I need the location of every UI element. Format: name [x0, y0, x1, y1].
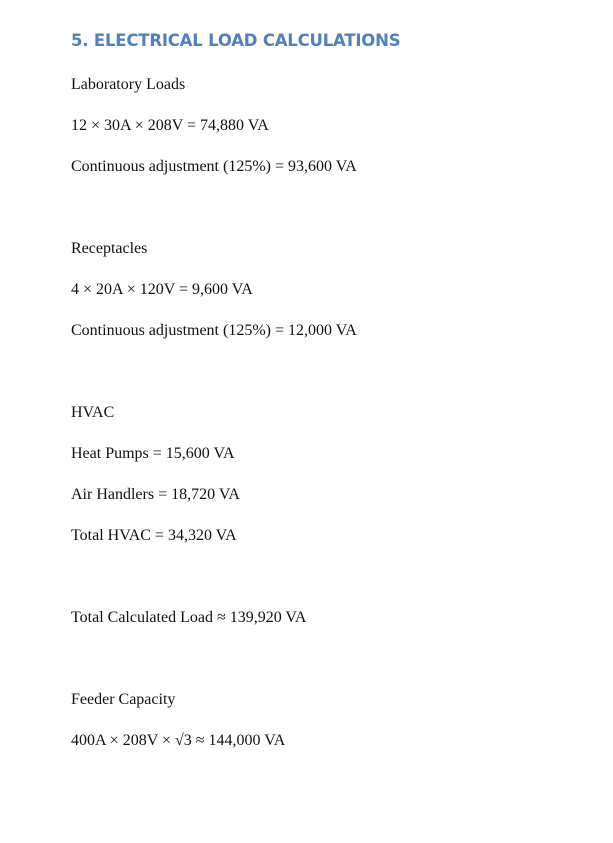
laboratory-loads-title: Laboratory Loads: [71, 76, 186, 93]
receptacles-title: Receptacles: [71, 240, 148, 257]
hvac-title: HVAC: [71, 404, 115, 421]
section-heading: 5. ELECTRICAL LOAD CALCULATIONS: [71, 31, 401, 50]
receptacles-adjustment: Continuous adjustment (125%) = 12,000 VA: [71, 322, 357, 339]
feeder-capacity-calc: 400A × 208V × √3 ≈ 144,000 VA: [71, 732, 286, 749]
laboratory-loads-adjustment: Continuous adjustment (125%) = 93,600 VA: [71, 158, 357, 175]
hvac-heat-pumps: Heat Pumps = 15,600 VA: [71, 445, 235, 462]
hvac-total: Total HVAC = 34,320 VA: [71, 527, 237, 544]
hvac-air-handlers: Air Handlers = 18,720 VA: [71, 486, 240, 503]
laboratory-loads-calc: 12 × 30A × 208V = 74,880 VA: [71, 117, 269, 134]
total-calculated-load: Total Calculated Load ≈ 139,920 VA: [71, 609, 307, 626]
feeder-capacity-title: Feeder Capacity: [71, 691, 176, 708]
receptacles-calc: 4 × 20A × 120V = 9,600 VA: [71, 281, 253, 298]
